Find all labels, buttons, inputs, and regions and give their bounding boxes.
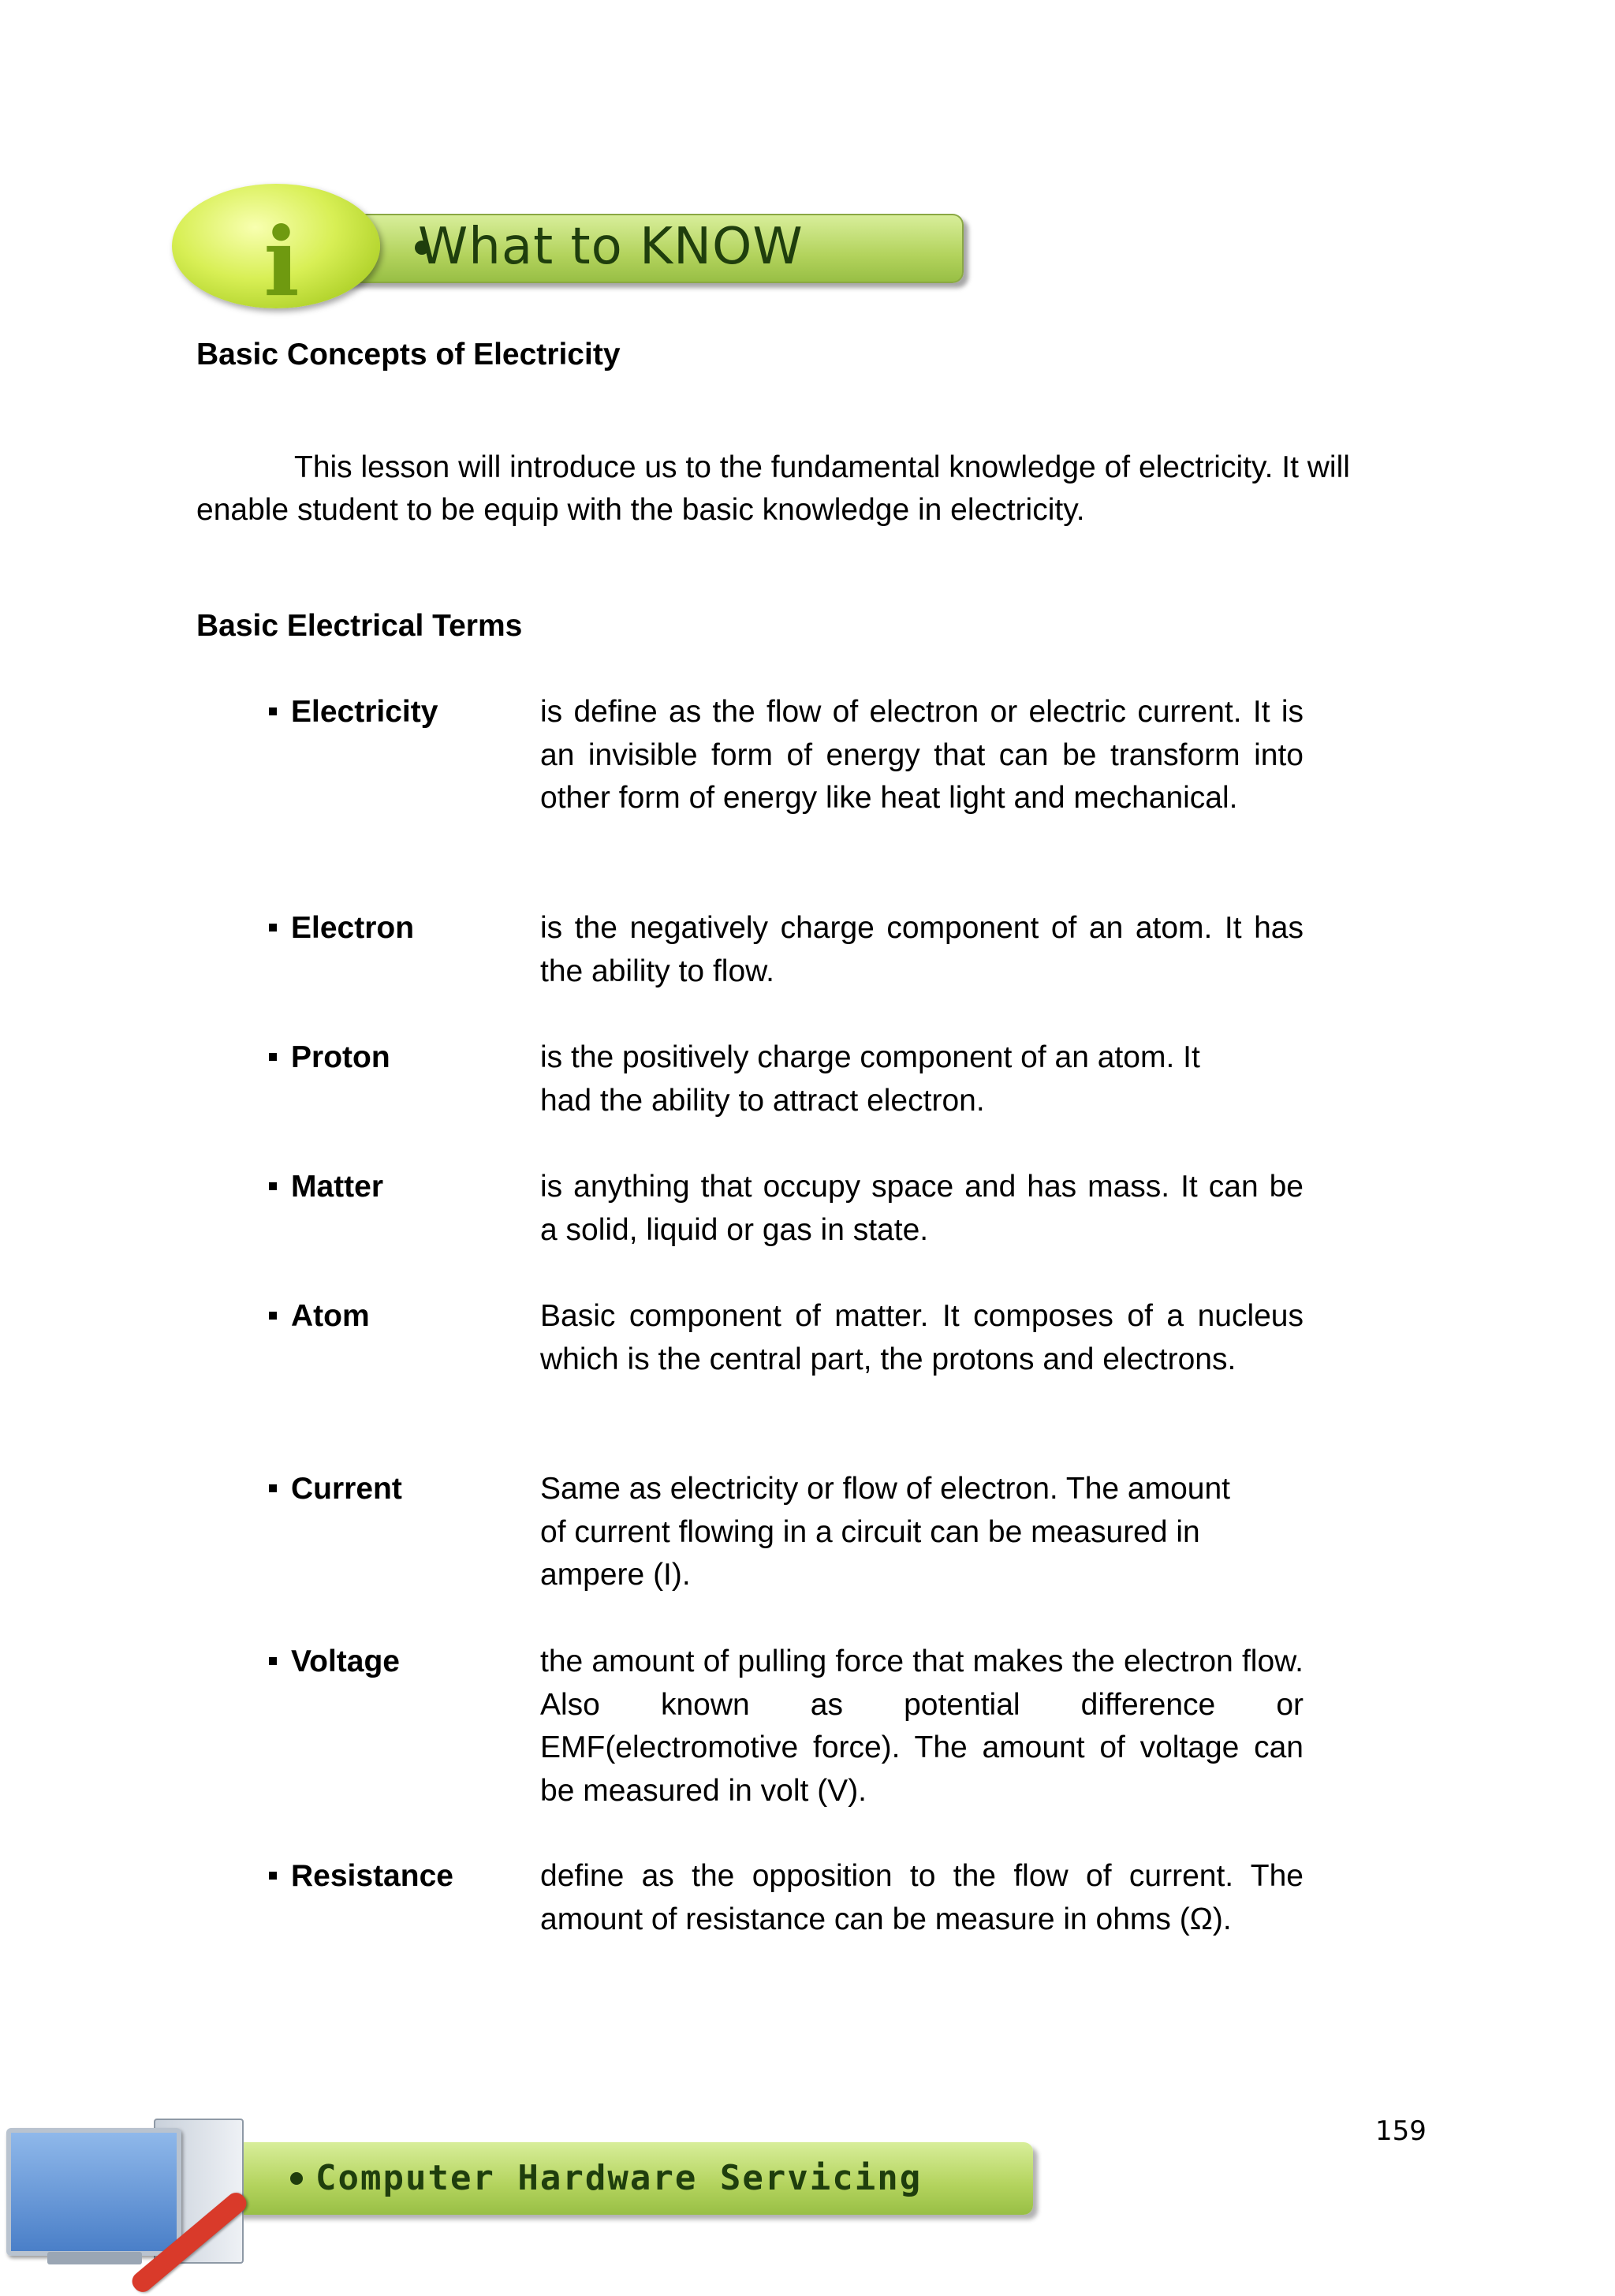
term-current xyxy=(269,1468,402,1510)
term-label: Electricity xyxy=(291,695,438,729)
definition-line: is the positively charge component of an atom. It xyxy=(540,1040,1200,1074)
term-label: Proton xyxy=(291,1040,390,1074)
term-electricity xyxy=(269,691,438,734)
banner-title: What to KNOW xyxy=(418,218,804,276)
term-label: Electron xyxy=(291,911,415,945)
term-label: Resistance xyxy=(291,1859,453,1893)
section-title: Basic Concepts of Electricity xyxy=(196,338,621,371)
footer-title: Computer Hardware Servicing xyxy=(315,2158,923,2198)
term-atom xyxy=(269,1295,370,1338)
definition-voltage: the amount of pulling force that makes the electron flow. Also known as potential difference or EMF(electromotive force). The amount of voltage can be measured in volt (V). xyxy=(540,1645,1304,1808)
terms-heading: Basic Electrical Terms xyxy=(196,609,523,643)
definition-electron: is the negatively charge component of an atom. It has the ability to flow. xyxy=(540,911,1304,988)
square-bullet-icon xyxy=(269,707,277,715)
term-resistance xyxy=(269,1855,453,1898)
term-label: Matter xyxy=(291,1170,384,1204)
monitor-stand xyxy=(47,2252,142,2264)
square-bullet-icon xyxy=(269,1484,277,1492)
monitor-icon xyxy=(6,2128,181,2256)
intro-paragraph: This lesson will introduce us to the fundamental knowledge of electricity. It will enable student to be equip with the basic knowledge in electricity. xyxy=(196,450,1350,527)
term-voltage xyxy=(269,1641,400,1683)
page-number: 159 xyxy=(1375,2115,1427,2147)
term-label: Current xyxy=(291,1472,402,1506)
square-bullet-icon xyxy=(269,1872,277,1880)
square-bullet-icon xyxy=(269,1312,277,1320)
term-label: Voltage xyxy=(291,1645,400,1678)
definition-atom: Basic component of matter. It composes of a nucleus which is the central part, the protons and electrons. xyxy=(540,1299,1304,1376)
definition-line: of current flowing in a circuit can be measured in xyxy=(540,1514,1200,1549)
info-i-glyph: i xyxy=(263,207,300,318)
definition-current xyxy=(540,1468,1304,1597)
definition-matter: is anything that occupy space and has mass. It can be a solid, liquid or gas in state. xyxy=(540,1170,1304,1247)
definition-proton xyxy=(540,1036,1304,1122)
term-electron xyxy=(269,907,414,950)
term-matter xyxy=(269,1166,383,1208)
term-proton xyxy=(269,1036,390,1079)
square-bullet-icon xyxy=(269,1053,277,1061)
footer-bullet-dot xyxy=(290,2172,303,2185)
definition-line: ampere (I). xyxy=(540,1558,691,1592)
definition-line: had the ability to attract electron. xyxy=(540,1083,985,1118)
what-to-know-banner xyxy=(166,177,974,319)
square-bullet-icon xyxy=(269,1657,277,1665)
definition-resistance: define as the opposition to the flow of current. The amount of resistance can be measure in ohms (Ω). xyxy=(540,1859,1304,1936)
info-i-icon xyxy=(172,184,380,318)
definition-electricity: is define as the flow of electron or electric current. It is an invisible form of energy that can be transform into other form of energy like heat light and mechanical. xyxy=(540,695,1304,815)
definition-line: Same as electricity or flow of electron. The amount xyxy=(540,1472,1231,1506)
square-bullet-icon xyxy=(269,924,277,931)
footer-banner xyxy=(0,2114,1049,2284)
term-label: Atom xyxy=(291,1299,370,1333)
square-bullet-icon xyxy=(269,1182,277,1190)
